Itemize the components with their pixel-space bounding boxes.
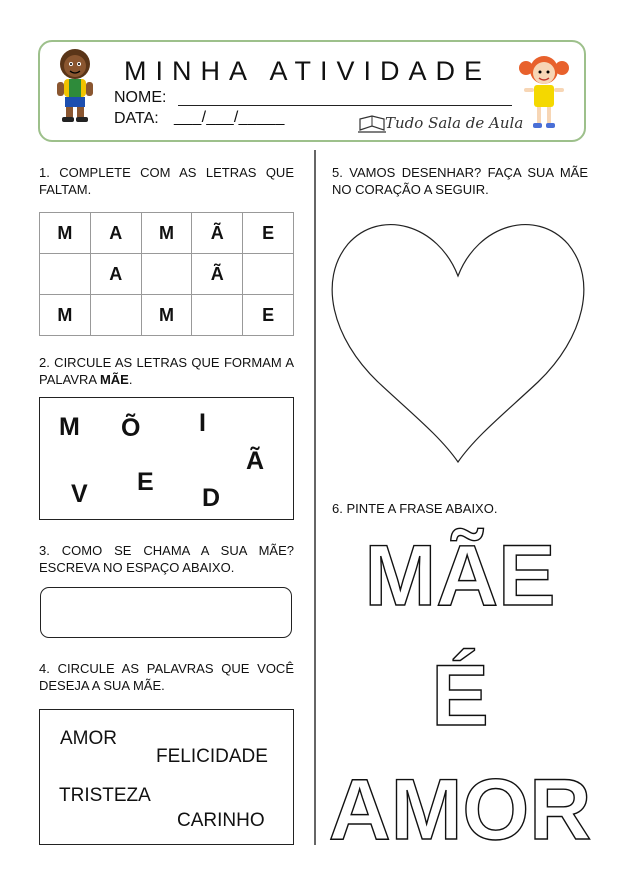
question-2-bold: MÃE [99, 372, 129, 387]
question-5: 5. VAMOS DESENHAR? FAÇA SUA MÃE NO CORAÇÃO A SEGUIR. [332, 165, 588, 197]
letter-a[interactable]: Ã [246, 447, 265, 475]
question-3: 3. COMO SE CHAMA A SUA MÃE? ESCREVA NO ESPAÇO ABAIXO. [39, 543, 294, 575]
data-label: DATA: [114, 110, 159, 127]
question-1: 1. COMPLETE COM AS LETRAS QUE FALTAM. [39, 165, 294, 197]
grid-cell[interactable] [40, 254, 91, 295]
word-tristeza[interactable]: TRISTEZA [59, 785, 151, 806]
letter-d[interactable]: D [202, 484, 221, 512]
grid-cell: Ã [192, 213, 243, 254]
grid-cell: M [40, 213, 91, 254]
coloring-word-amor[interactable]: AMOR [328, 762, 592, 858]
brand-logo: Tudo Sala de Aula [385, 114, 524, 132]
grid-cell[interactable] [141, 254, 192, 295]
book-icon [358, 115, 386, 133]
column-divider [314, 150, 316, 845]
letter-o[interactable]: Õ [121, 414, 141, 442]
letters-grid [39, 212, 294, 336]
data-blank[interactable]: ___/___/_____ [174, 109, 285, 126]
grid-cell: E [243, 213, 294, 254]
girl-character-icon [518, 52, 570, 132]
nome-line[interactable] [178, 105, 512, 106]
question-4: 4. CIRCULE AS PALAVRAS QUE VOCÊ DESEJA A SUA MÃE. [39, 661, 294, 693]
grid-cell[interactable] [192, 295, 243, 336]
letter-i[interactable]: I [199, 409, 206, 437]
page-title: MINHA ATIVIDADE [124, 56, 492, 86]
grid-row [40, 213, 294, 254]
question-6: 6. PINTE A FRASE ABAIXO. [332, 501, 498, 516]
grid-cell[interactable] [243, 254, 294, 295]
question-2-text: 2. CIRCULE AS LETRAS QUE FORMAM A PALAVRA [39, 355, 294, 387]
heart-outline-icon[interactable] [330, 214, 588, 466]
question-2 [39, 354, 294, 388]
grid-cell: A [90, 213, 141, 254]
coloring-word-mae[interactable]: MÃE [364, 528, 556, 624]
grid-row [40, 295, 294, 336]
grid-cell: M [141, 213, 192, 254]
grid-cell[interactable] [90, 295, 141, 336]
boy-character-icon [52, 47, 98, 125]
question-2-suffix: . [128, 372, 133, 387]
word-carinho[interactable]: CARINHO [177, 810, 265, 831]
grid-cell: M [141, 295, 192, 336]
nome-label: NOME: [114, 89, 167, 106]
word-felicidade[interactable]: FELICIDADE [156, 746, 268, 767]
grid-cell: A [90, 254, 141, 295]
letter-v[interactable]: V [71, 480, 88, 508]
grid-cell: M [40, 295, 91, 336]
word-amor[interactable]: AMOR [60, 728, 117, 749]
letter-m[interactable]: M [59, 413, 80, 441]
grid-row [40, 254, 294, 295]
grid-cell: Ã [192, 254, 243, 295]
letter-e[interactable]: E [137, 468, 154, 496]
mother-name-box[interactable] [40, 587, 292, 638]
grid-cell: E [243, 295, 294, 336]
coloring-word-e[interactable]: É [431, 648, 489, 744]
